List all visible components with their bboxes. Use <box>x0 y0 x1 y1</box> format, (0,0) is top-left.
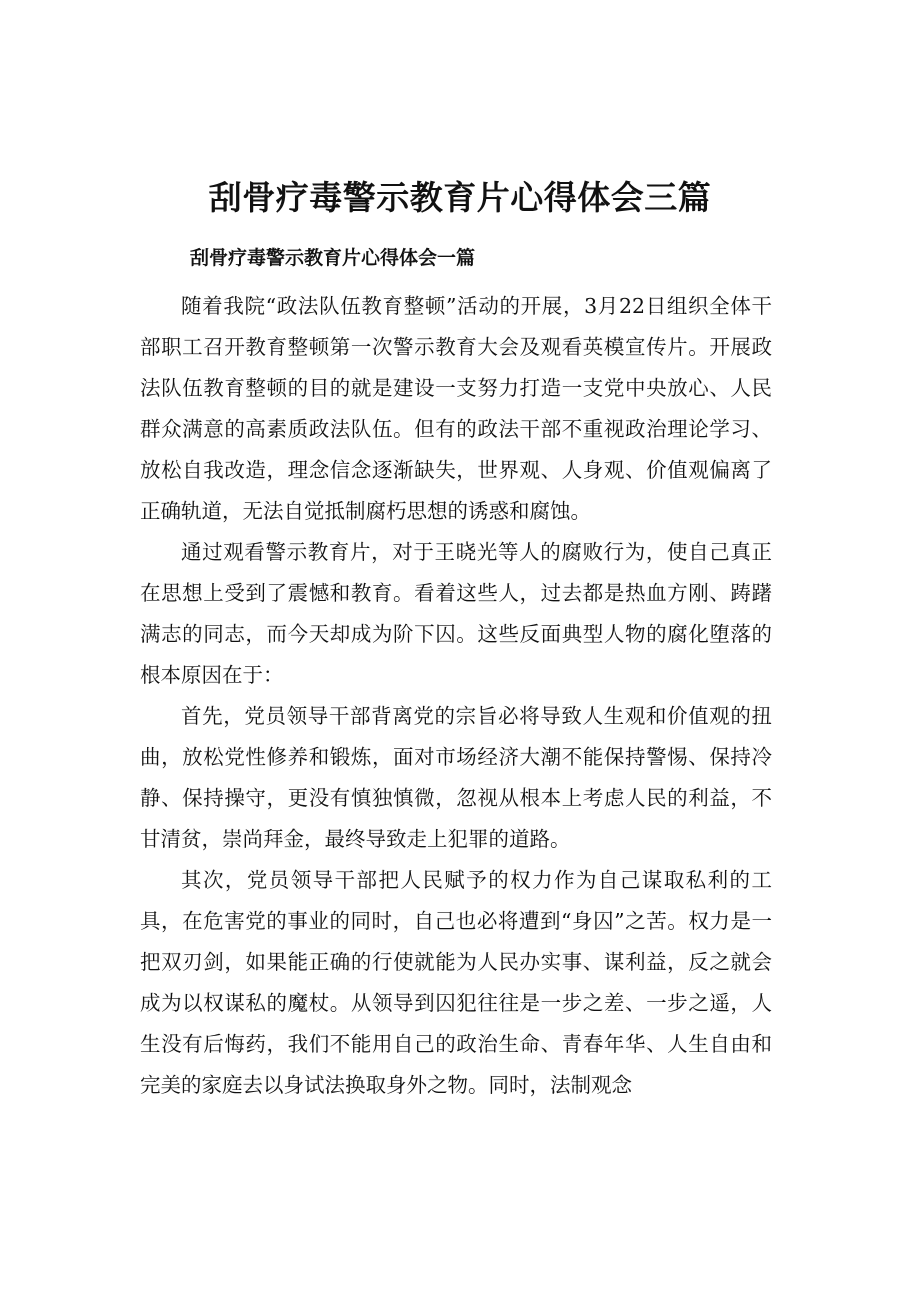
document-body <box>140 286 772 1106</box>
section-subtitle: 刮骨疗毒警示教育片心得体会一篇 <box>190 247 476 269</box>
paragraph: 随着我院“政法队伍教育整顿”活动的开展，3月22日组织全体干部职工召开教育整顿第一次警示教育大会及观看英模宣传片。开展政法队伍教育整顿的目的就是建设一支努力打造一支党中央放心、人民群众满意的高素质政法队伍。但有的政法干部不重视政治理论学习、放松自我改造，理念信念逐渐缺失，世界观、人身观、价值观偏离了正确轨道，无法自觉抵制腐朽思想的诱惑和腐蚀。 <box>140 294 772 523</box>
document-title: 刮骨疗毒警示教育片心得体会三篇 <box>208 178 712 217</box>
paragraph: 通过观看警示教育片，对于王晓光等人的腐败行为，使自己真正在思想上受到了震憾和教育。看着这些人，过去都是热血方刚、踌躇满志的同志，而今天却成为阶下囚。这些反面典型人物的腐化堕落的根本原因在于： <box>140 540 772 687</box>
paragraph: 其次，党员领导干部把人民赋予的权力作为自己谋取私利的工具，在危害党的事业的同时，自己也必将遭到“身囚”之苦。权力是一把双刃剑，如果能正确的行使就能为人民办实事、谋利益，反之就会成为以权谋私的魔杖。从领导到囚犯往往是一步之差、一步之遥，人生没有后悔药，我们不能用自己的政治生命、青春年华、人生自由和完美的家庭去以身试法换取身外之物。同时，法制观念 <box>140 868 772 1097</box>
paragraph: 首先，党员领导干部背离党的宗旨必将导致人生观和价值观的扭曲，放松党性修养和锻炼，面对市场经济大潮不能保持警惕、保持冷静、保持操守，更没有慎独慎微，忽视从根本上考虑人民的利益，不甘清贫，崇尚拜金，最终导致走上犯罪的道路。 <box>140 704 772 851</box>
